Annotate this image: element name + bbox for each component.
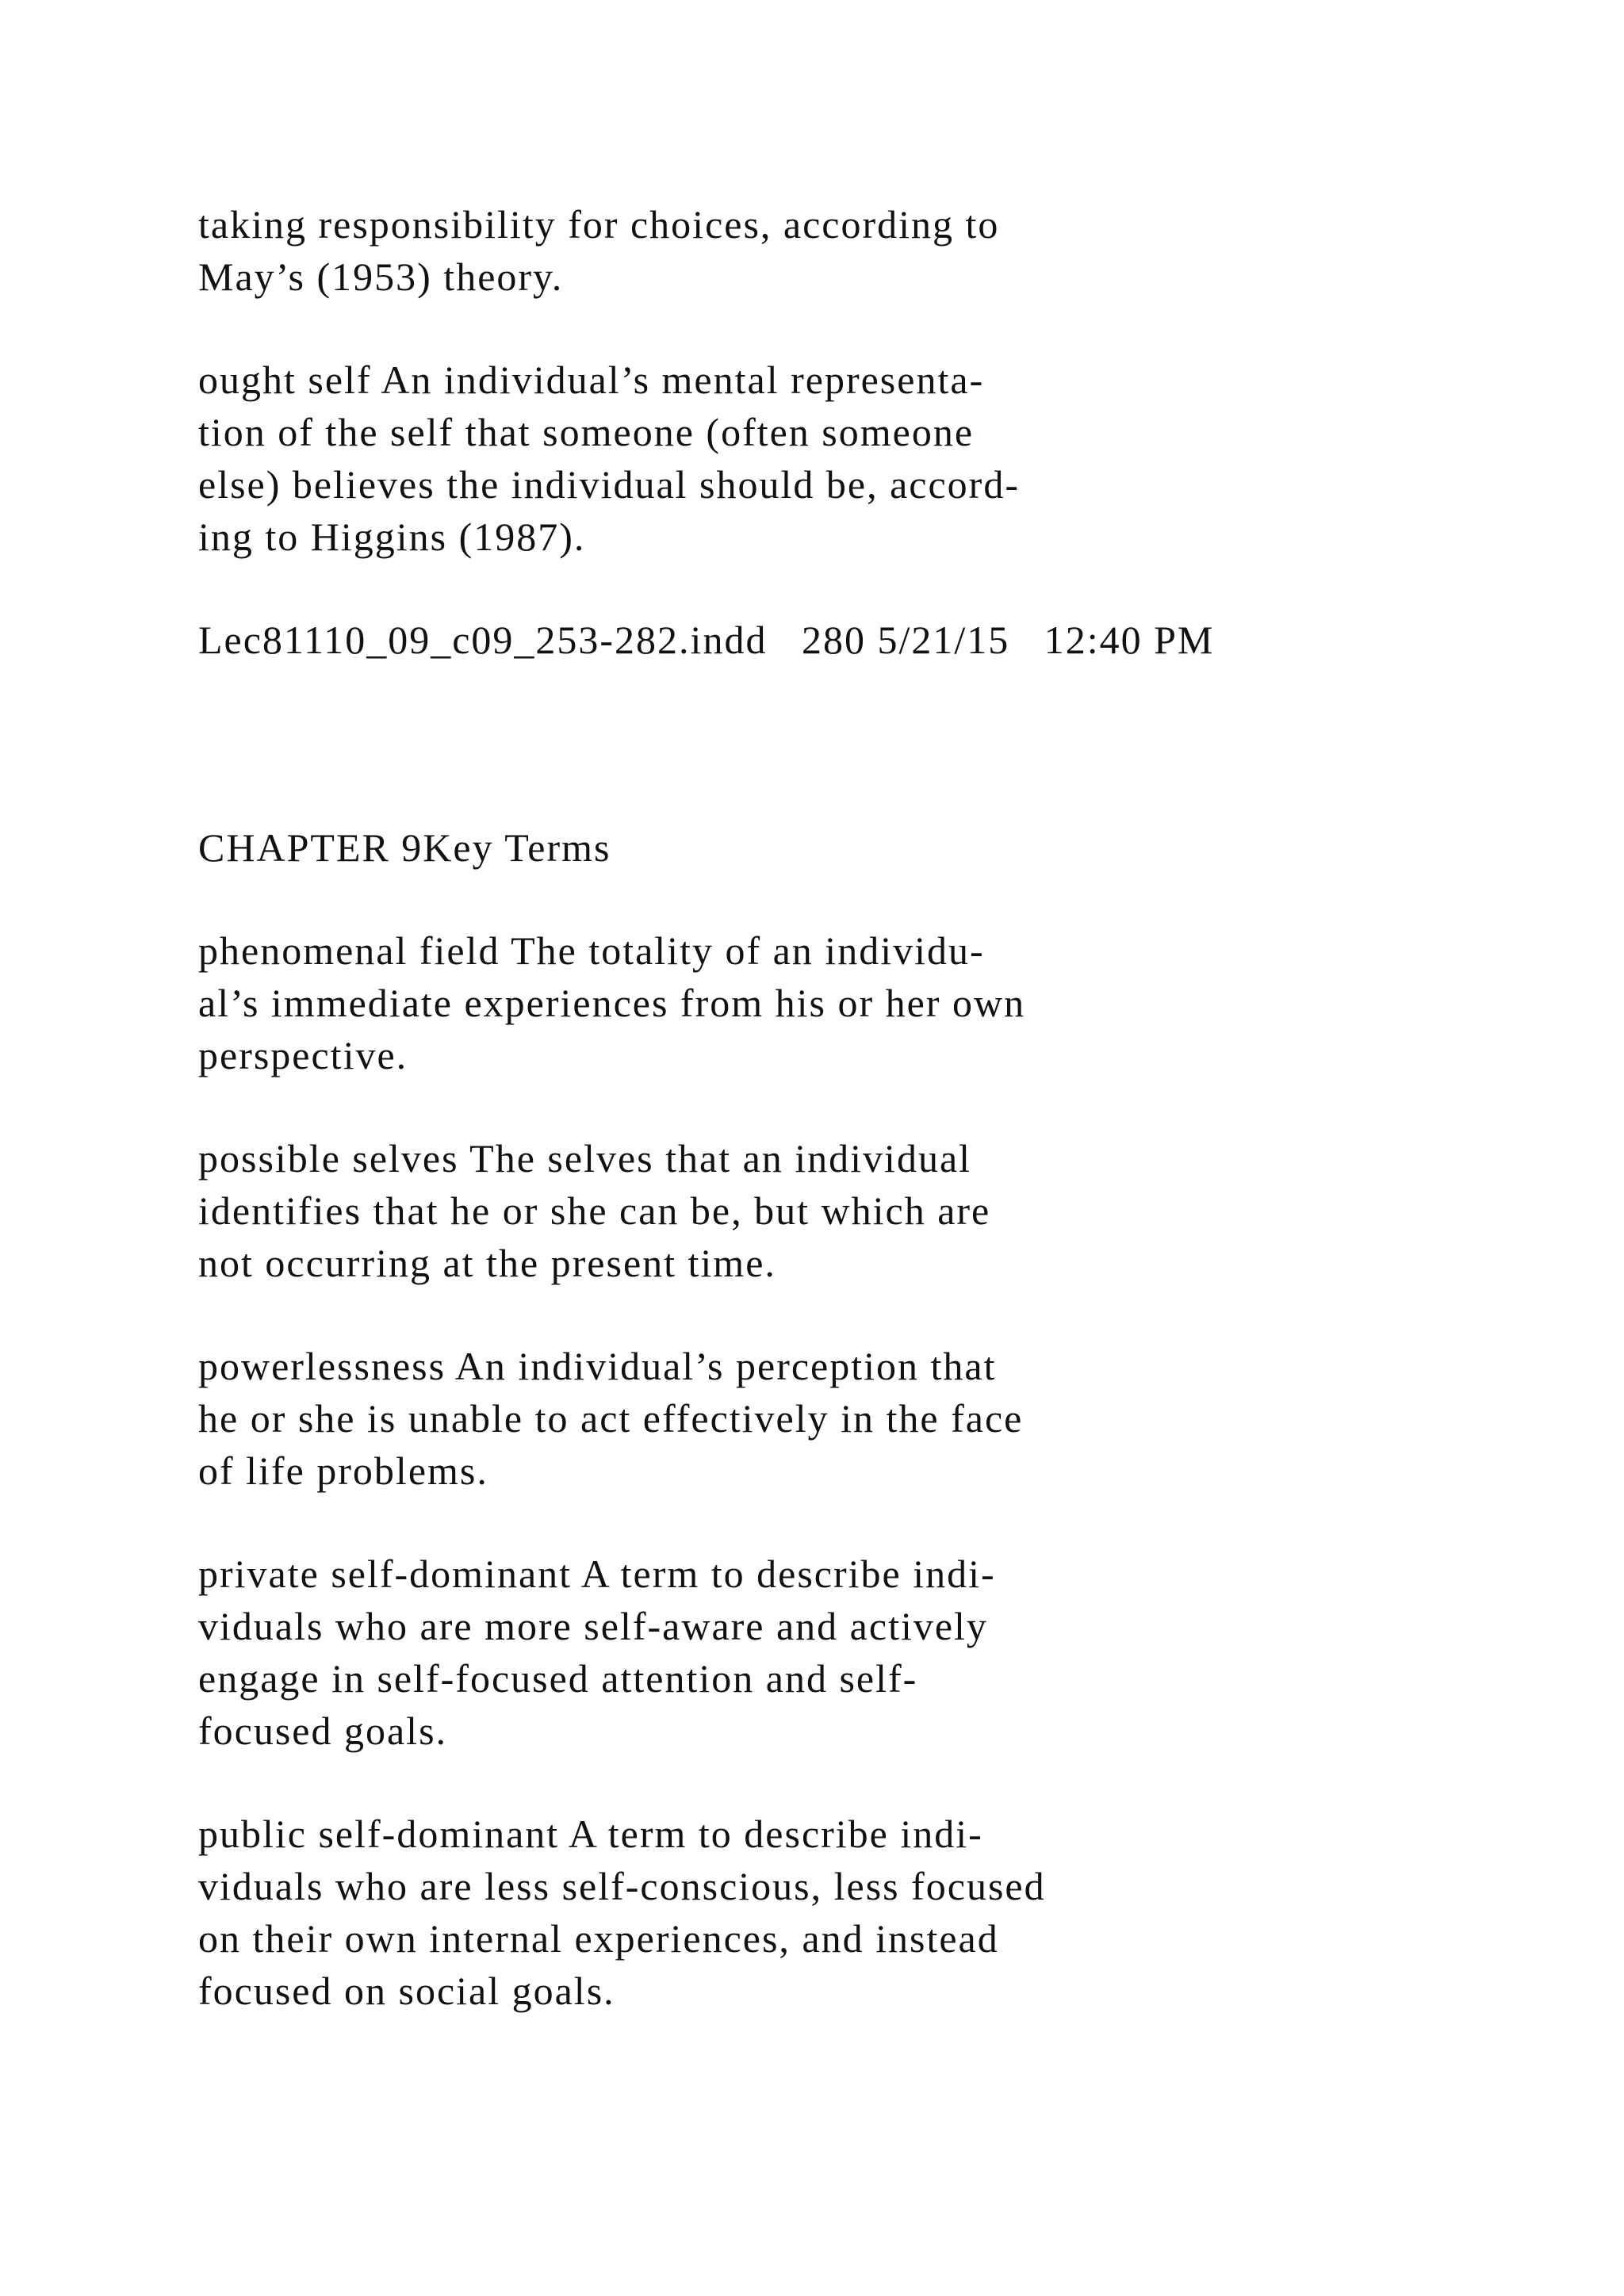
text-line: powerlessness An individual’s perception that: [198, 1344, 997, 1388]
text-line: ought self An individual’s mental representa-: [198, 358, 985, 402]
term-powerlessness: [198, 1340, 1546, 1497]
chapter-heading: [198, 821, 1546, 874]
footer-line: Lec81110_09_c09_253-282.indd 280 5/21/15 12:40 PM: [198, 618, 1215, 662]
text-line: viduals who are less self-conscious, less focused: [198, 1864, 1046, 1908]
term-ought-self: [198, 354, 1546, 563]
paragraph-may-theory: [198, 198, 1546, 303]
text-line: al’s immediate experiences from his or her own: [198, 981, 1026, 1025]
text-line: public self-dominant A term to describe indi-: [198, 1812, 983, 1856]
page-break-gap: [198, 717, 1546, 821]
term-possible-selves: [198, 1132, 1546, 1289]
text-line: focused goals.: [198, 1709, 448, 1753]
text-line: else) believes the individual should be, accord-: [198, 462, 1020, 507]
text-line: he or she is unable to act effectively in the face: [198, 1396, 1024, 1441]
text-line: May’s (1953) theory.: [198, 254, 564, 299]
text-line: on their own internal experiences, and instead: [198, 1916, 999, 1961]
term-private-self-dominant: [198, 1548, 1546, 1757]
text-line: identifies that he or she can be, but which are: [198, 1188, 991, 1233]
text-line: private self-dominant A term to describe indi-: [198, 1552, 996, 1596]
term-phenomenal-field: [198, 924, 1546, 1081]
text-line: focused on social goals.: [198, 1969, 615, 2013]
text-line: engage in self-focused attention and self-: [198, 1656, 918, 1701]
text-line: ing to Higgins (1987).: [198, 515, 586, 559]
text-line: possible selves The selves that an individual: [198, 1136, 972, 1181]
document-page: [198, 198, 1546, 2068]
chapter-title: CHAPTER 9Key Terms: [198, 825, 611, 870]
text-line: phenomenal field The totality of an individu-: [198, 928, 985, 973]
text-line: of life problems.: [198, 1448, 488, 1493]
text-line: taking responsibility for choices, according to: [198, 202, 1000, 247]
text-line: viduals who are more self-aware and actively: [198, 1604, 988, 1648]
term-public-self-dominant: [198, 1808, 1546, 2017]
file-footer: [198, 614, 1546, 666]
text-line: not occurring at the present time.: [198, 1241, 776, 1285]
text-line: tion of the self that someone (often someone: [198, 410, 975, 454]
text-line: perspective.: [198, 1033, 408, 1077]
